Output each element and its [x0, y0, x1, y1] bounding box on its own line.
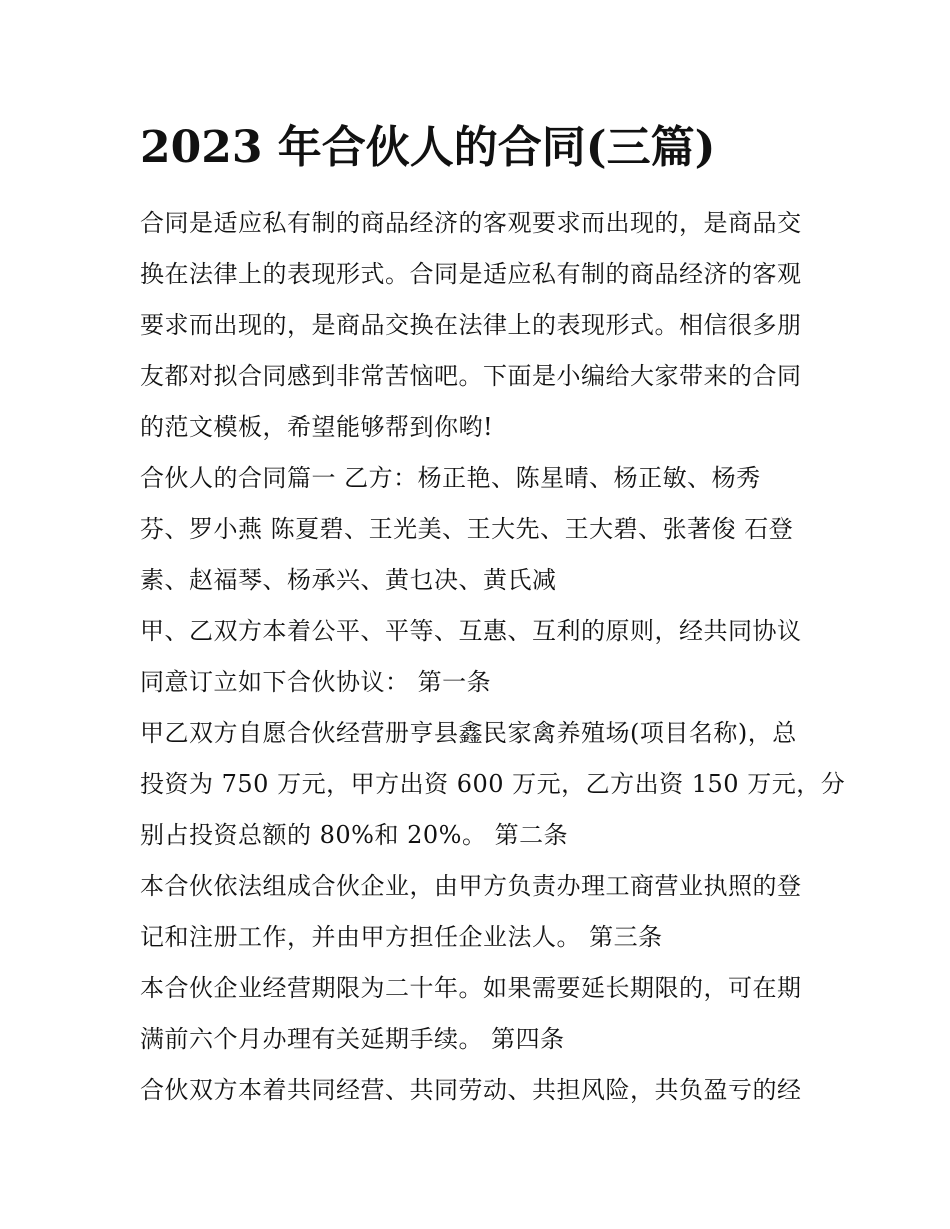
body-line: 芬、罗小燕 陈夏碧、王光美、王大先、王大碧、张著俊 石登	[140, 515, 794, 543]
body-line: 友都对拟合同感到非常苦恼吧。下面是小编给大家带来的合同	[140, 362, 802, 390]
body-line: 合伙人的合同篇一 乙方：杨正艳、陈星晴、杨正敏、杨秀	[140, 464, 761, 492]
body-line: 甲乙双方自愿合伙经营册亨县鑫民家禽养殖场(项目名称)，总	[140, 719, 797, 747]
body-line: 投资为 750 万元，甲方出资 600 万元，乙方出资 150 万元，分	[140, 770, 846, 798]
body-line: 本合伙企业经营期限为二十年。如果需要延长期限的，可在期	[140, 974, 802, 1002]
body-line: 本合伙依法组成合伙企业，由甲方负责办理工商营业执照的登	[140, 872, 802, 900]
body-line: 记和注册工作，并由甲方担任企业法人。 第三条	[140, 923, 663, 951]
body-line: 甲、乙双方本着公平、平等、互惠、互利的原则，经共同协议	[140, 617, 802, 645]
body-line: 同意订立如下合伙协议： 第一条	[140, 668, 492, 696]
body-line: 的范文模板，希望能够帮到你哟!	[140, 413, 494, 441]
body-line: 素、赵福琴、杨承兴、黄乜决、黄氏减	[140, 566, 557, 594]
body-line: 换在法律上的表现形式。合同是适应私有制的商品经济的客观	[140, 260, 802, 288]
body-line: 满前六个月办理有关延期手续。 第四条	[140, 1025, 565, 1053]
body-line: 要求而出现的，是商品交换在法律上的表现形式。相信很多朋	[140, 311, 802, 339]
document-title: 2023 年合伙人的合同(三篇)	[140, 122, 716, 173]
body-line: 合同是适应私有制的商品经济的客观要求而出现的，是商品交	[140, 209, 802, 237]
body-line: 合伙双方本着共同经营、共同劳动、共担风险，共负盈亏的经	[140, 1076, 802, 1104]
document-body	[140, 198, 846, 1116]
body-line: 别占投资总额的 80%和 20%。 第二条	[140, 821, 569, 849]
